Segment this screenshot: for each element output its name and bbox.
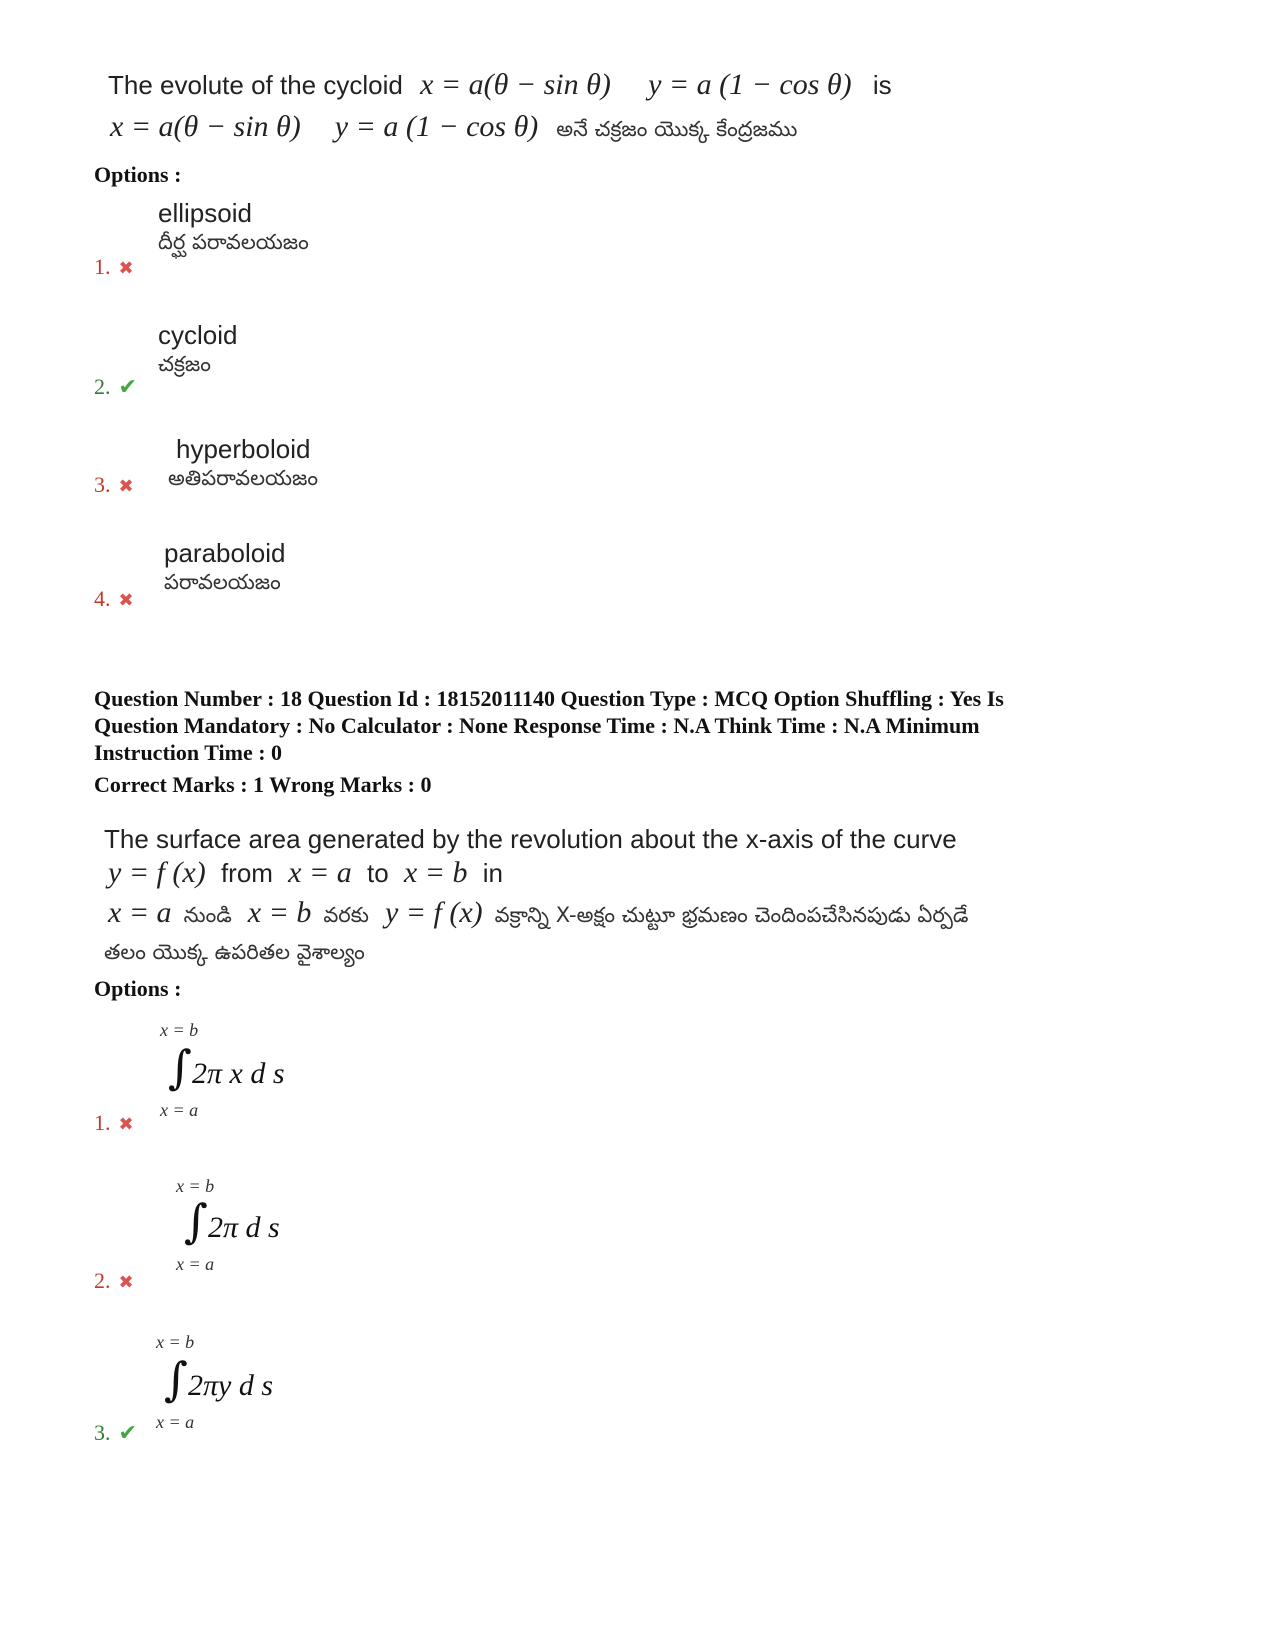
q17-stem-prefix: The evolute of the cycloid [108,70,403,100]
q18-option-1-integral [168,1040,285,1094]
q18-stem-en-line1: The surface area generated by the revolution about the x-axis of the curve [104,824,957,854]
q17-option-4-te: పరావలయజం [164,570,281,594]
q17-option-4-number [94,586,134,612]
q18-option-2-lower-limit: x = a [176,1254,215,1274]
q18-stem-xb: x = b [403,856,468,889]
q17-option-3-en: hyperboloid [176,434,311,464]
q18-stem-from: from [220,858,273,888]
q17-eq-y-te: y = a (1 − cos θ) [334,110,539,143]
q17-option-4-en: paraboloid [164,538,286,568]
q18-option-1-number [94,1110,134,1136]
option-number: 1. [94,254,111,279]
q18-option-1-lower-limit: x = a [160,1100,199,1120]
q18-stem-te-to: వరకు [323,903,369,927]
q18-option-2-integrand: 2π d s [207,1211,280,1244]
option-number: 3. [94,472,111,497]
q18-stem-to: to [366,858,389,888]
q17-option-2-number [94,374,137,400]
cross-icon: ✖ [118,1114,134,1135]
q17-option-3-number [94,472,134,498]
integral-sign-icon: ∫ [184,1194,208,1248]
q18-stem-te-line2: తలం యొక్క ఉపరితల వైశాల్యం [104,940,365,964]
q18-option-3-integrand: 2πy d s [187,1369,273,1402]
q17-option-1-te: దీర్ఘ పరావలయజం [158,230,309,254]
q18-marks: Correct Marks : 1 Wrong Marks : 0 [94,772,432,797]
option-number: 2. [94,1268,111,1293]
cross-icon: ✖ [118,258,134,279]
integral-sign-icon: ∫ [164,1352,188,1406]
q17-stem-te-text: అనే చక్రజం యొక్క కేంద్రజము [556,117,798,141]
q17-stem-en [108,68,892,102]
option-number: 1. [94,1110,111,1135]
cross-icon: ✖ [118,590,134,611]
q18-option-3-lower-limit: x = a [156,1412,195,1432]
q18-meta-line3: Instruction Time : 0 [94,740,283,765]
q18-meta-line2: Question Mandatory : No Calculator : None Response Time : N.A Think Time : N.A Minimum [94,713,980,738]
q18-stem-te-xa: x = a [108,896,172,929]
q17-eq-y: y = a (1 − cos θ) [648,68,852,101]
q17-option-1-en: ellipsoid [158,198,252,228]
check-icon: ✔ [118,1421,137,1446]
q18-stem-te-rest: వక్రాన్ని X-అక్షం చుట్టూ భ్రమణం చెందింపచేసినపుడు ఏర్పడే [494,903,969,927]
q18-stem-te-from: నుండి [183,903,232,927]
q18-option-3-integral [164,1352,273,1406]
q18-option-3-number [94,1420,137,1446]
q18-option-2-upper-limit: x = b [176,1176,215,1196]
q18-stem-en-line2 [108,856,503,890]
check-icon: ✔ [118,375,137,400]
q18-options-label: Options : [94,976,182,1001]
q18-stem-xa: x = a [288,856,352,889]
q18-stem-in: in [482,858,503,888]
q17-option-3-te: అతిపరావలయజం [168,466,319,490]
option-number: 4. [94,586,111,611]
q18-option-3-upper-limit: x = b [156,1332,195,1352]
q17-eq-x: x = a(θ − sin θ) [420,68,611,101]
cross-icon: ✖ [118,1272,134,1293]
q17-stem-suffix: is [872,70,892,100]
q18-option-1-upper-limit: x = b [160,1020,199,1040]
q18-stem-te-y: y = f (x) [384,896,483,929]
q17-option-2-te: చక్రజం [158,352,211,376]
q18-stem-y: y = f (x) [108,856,206,889]
q18-meta-line1: Question Number : 18 Question Id : 18152011140 Question Type : MCQ Option Shuffling : Yes Is [94,686,1004,711]
q18-option-2-integral [184,1194,280,1248]
q18-stem-te-xb: x = b [247,896,312,929]
option-number: 2. [94,374,111,399]
q17-eq-x-te: x = a(θ − sin θ) [110,110,301,143]
q17-stem-te [110,110,797,147]
q18-stem-te-line1 [108,896,968,933]
q17-option-1-number [94,254,134,280]
q17-option-2-en: cycloid [158,320,238,350]
integral-sign-icon: ∫ [168,1040,192,1094]
q18-option-1-integrand: 2π x d s [191,1057,285,1090]
option-number: 3. [94,1420,111,1445]
q17-options-label: Options : [94,162,182,187]
q18-option-2-number [94,1268,134,1294]
cross-icon: ✖ [118,476,134,497]
